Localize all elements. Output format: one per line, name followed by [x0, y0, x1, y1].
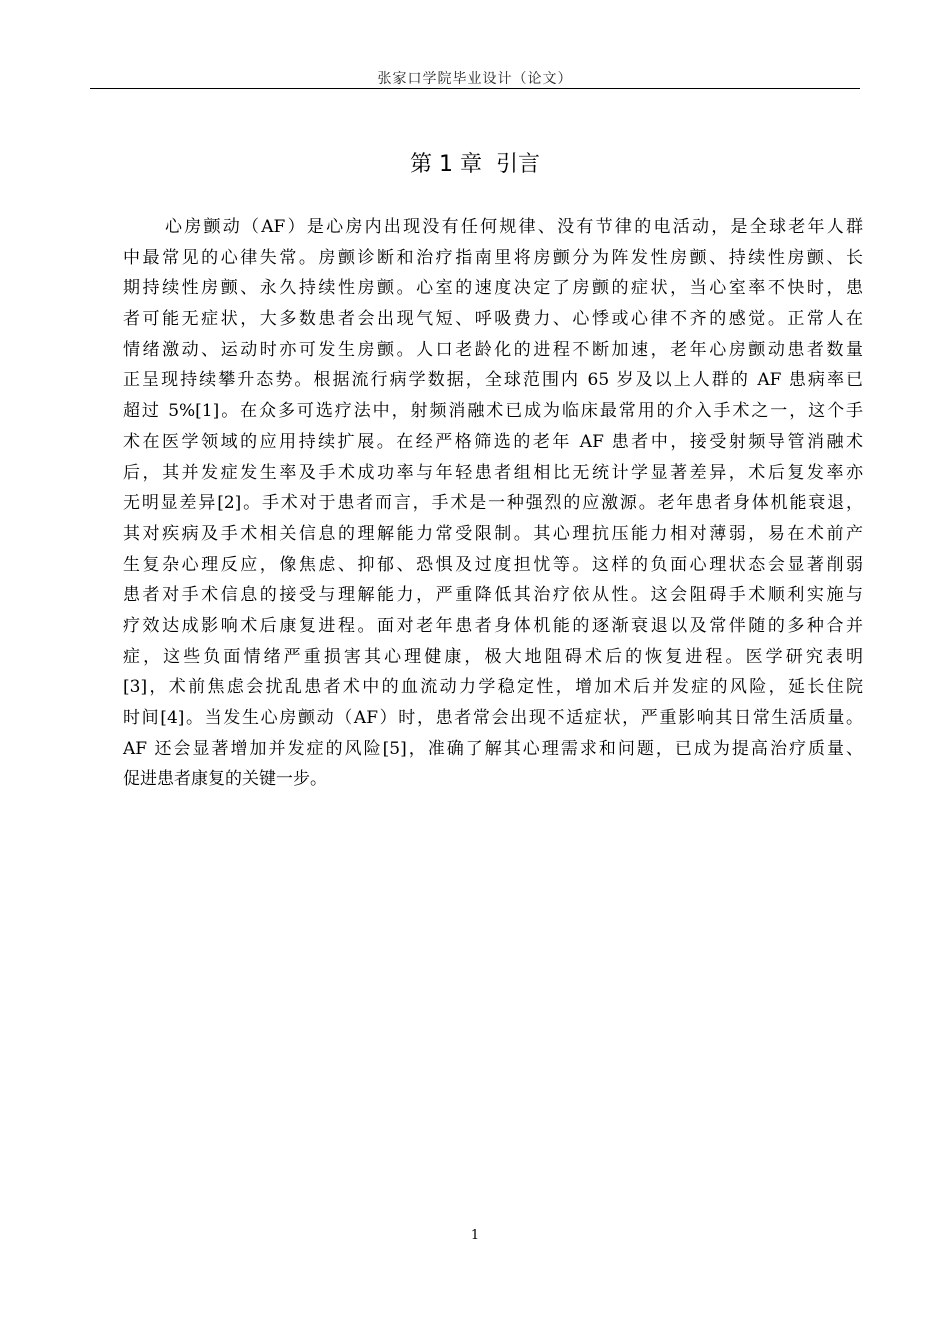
chapter-number: 第 1 章 — [410, 152, 482, 177]
paragraph-line: 超过 5%[1]。在众多可选疗法中，射频消融术已成为临床最常用的介入手术之一，这个手 — [123, 401, 863, 422]
body-paragraph — [123, 212, 863, 795]
paragraph-line: 患者对手术信息的接受与理解能力，严重降低其治疗依从性。这会阻碍手术顺利实施与 — [123, 585, 863, 606]
paragraph-line: 无明显差异[2]。手术对于患者而言，手术是一种强烈的应激源。老年患者身体机能衰退， — [123, 493, 863, 514]
chapter-name: 引言 — [495, 152, 540, 177]
paragraph-line: 症，这些负面情绪严重损害其心理健康，极大地阻碍术后的恢复进程。医学研究表明 — [123, 646, 863, 667]
header-rule — [90, 88, 860, 89]
paragraph-line: [3]，术前焦虑会扰乱患者术中的血流动力学稳定性，增加术后并发症的风险，延长住院 — [123, 677, 863, 698]
running-header: 张家口学院毕业设计（论文） — [377, 71, 573, 87]
paragraph-line: 者可能无症状，大多数患者会出现气短、呼吸费力、心悸或心律不齐的感觉。正常人在 — [123, 309, 863, 330]
paragraph-line: 疗效达成影响术后康复进程。面对老年患者身体机能的逐渐衰退以及常伴随的多种合并 — [123, 615, 863, 636]
page-number: 1 — [470, 1228, 480, 1243]
chapter-title — [90, 147, 860, 178]
paragraph-line: AF 还会显著增加并发症的风险[5]，准确了解其心理需求和问题，已成为提高治疗质量、 — [123, 738, 863, 759]
paragraph-line: 术在医学领域的应用持续扩展。在经严格筛选的老年 AF 患者中，接受射频导管消融术 — [123, 431, 863, 452]
paragraph-line: 期持续性房颤、永久持续性房颤。心室的速度决定了房颤的症状，当心室率不快时，患 — [123, 278, 863, 299]
paragraph-line: 情绪激动、运动时亦可发生房颤。人口老龄化的进程不断加速，老年心房颤动患者数量 — [123, 339, 863, 360]
paragraph-line: 生复杂心理反应，像焦虑、抑郁、恐惧及过度担忧等。这样的负面心理状态会显著削弱 — [123, 554, 863, 575]
paragraph-line: 促进患者康复的关键一步。 — [123, 769, 327, 790]
paragraph-line: 中最常见的心律失常。房颤诊断和治疗指南里将房颤分为阵发性房颤、持续性房颤、长 — [123, 247, 863, 268]
paragraph-line: 时间[4]。当发生心房颤动（AF）时，患者常会出现不适症状，严重影响其日常生活质量。 — [123, 708, 863, 728]
paragraph-line: 心房颤动（AF）是心房内出现没有任何规律、没有节律的电活动，是全球老年人群 — [165, 217, 863, 237]
paragraph-line: 正呈现持续攀升态势。根据流行病学数据，全球范围内 65 岁及以上人群的 AF 患病率已 — [123, 370, 863, 391]
paragraph-line: 后，其并发症发生率及手术成功率与年轻患者组相比无统计学显著差异，术后复发率亦 — [123, 462, 863, 483]
paragraph-line: 其对疾病及手术相关信息的理解能力常受限制。其心理抗压能力相对薄弱，易在术前产 — [123, 523, 863, 544]
